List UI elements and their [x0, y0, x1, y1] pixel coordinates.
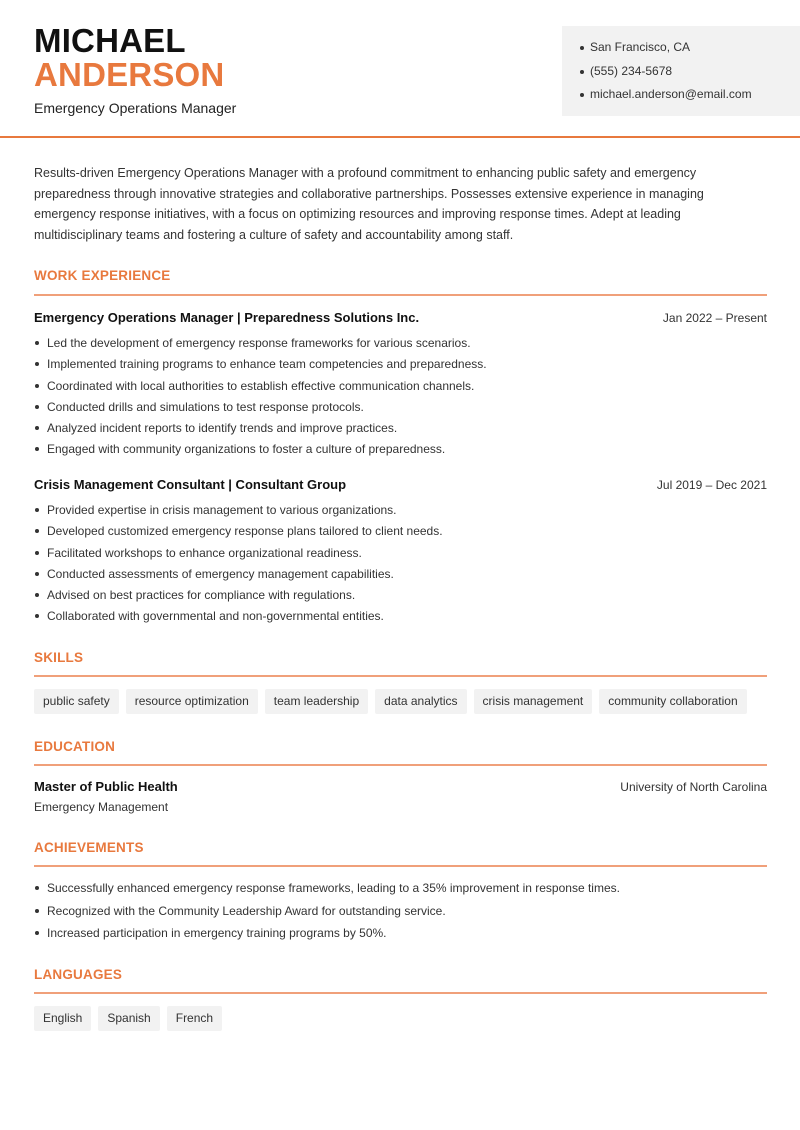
languages-list	[34, 1006, 222, 1031]
achievements-heading: ACHIEVEMENTS	[34, 840, 144, 855]
list-item: Analyzed incident reports to identify trends and improve practices.	[34, 420, 767, 441]
list-item: Advised on best practices for compliance with regulations.	[34, 587, 767, 608]
skill-tag: data analytics	[375, 689, 466, 714]
list-item: Conducted assessments of emergency management capabilities.	[34, 566, 767, 587]
job-dates: Jul 2019 – Dec 2021	[656, 478, 767, 492]
job-role: Emergency Operations Manager | Preparedness Solutions Inc.	[34, 310, 420, 325]
last-name: ANDERSON	[34, 56, 225, 93]
skill-tag: community collaboration	[599, 689, 746, 714]
contact-email[interactable]: michael.anderson@email.com	[580, 86, 800, 110]
list-item: Increased participation in emergency training programs by 50%.	[34, 925, 767, 948]
list-item: Provided expertise in crisis management to various organizations.	[34, 502, 767, 523]
skill-tag: crisis management	[474, 689, 593, 714]
language-tag: Spanish	[98, 1006, 159, 1031]
field-of-study: Emergency Management	[34, 800, 169, 814]
section-divider	[34, 764, 767, 766]
list-item: Implemented training programs to enhance team competencies and preparedness.	[34, 356, 767, 377]
school: University of North Carolina	[620, 780, 767, 794]
skills-heading: SKILLS	[34, 650, 84, 665]
list-item: Led the development of emergency response frameworks for various scenarios.	[34, 335, 767, 356]
degree: Master of Public Health	[34, 779, 178, 794]
contact-location: San Francisco, CA	[580, 39, 800, 63]
skill-tag: team leadership	[265, 689, 368, 714]
list-item: Engaged with community organizations to foster a culture of preparedness.	[34, 441, 767, 462]
section-divider	[34, 675, 767, 677]
education-heading: EDUCATION	[34, 739, 116, 754]
language-tag: English	[34, 1006, 91, 1031]
first-name: MICHAEL	[34, 22, 186, 59]
list-item: Successfully enhanced emergency response frameworks, leading to a 35% improvement in response times.	[34, 880, 767, 903]
job-entry-2-header	[34, 477, 767, 495]
job-entry-2-bullets	[34, 502, 767, 630]
contact-box	[562, 26, 800, 116]
list-item: Conducted drills and simulations to test response protocols.	[34, 399, 767, 420]
section-divider	[34, 865, 767, 867]
work-experience-heading: WORK EXPERIENCE	[34, 268, 171, 283]
list-item: Facilitated workshops to enhance organizational readiness.	[34, 545, 767, 566]
professional-summary: Results-driven Emergency Operations Manager with a profound commitment to enhancing public safety and emergency preparedness through innovative strategies and collaborative partnerships. Possesses extensive experience in managing emergency response initiatives, with a focus on optimizing resources and improving response times. Adept at leading multidisciplinary teams and fostering a culture of safety and accountability among staff.	[34, 166, 704, 242]
resume-header	[0, 0, 800, 138]
skills-list	[34, 689, 747, 714]
language-tag: French	[167, 1006, 222, 1031]
job-role: Crisis Management Consultant | Consultant Group	[34, 477, 347, 492]
contact-phone: (555) 234-5678	[580, 63, 800, 87]
list-item: Coordinated with local authorities to establish effective communication channels.	[34, 378, 767, 399]
skill-tag: resource optimization	[126, 689, 258, 714]
list-item: Developed customized emergency response plans tailored to client needs.	[34, 523, 767, 544]
languages-heading: LANGUAGES	[34, 967, 123, 982]
job-entry-1-bullets	[34, 335, 767, 463]
section-divider	[34, 294, 767, 296]
list-item: Recognized with the Community Leadership Award for outstanding service.	[34, 903, 767, 926]
job-entry-1-header	[34, 310, 767, 328]
job-title: Emergency Operations Manager	[34, 100, 237, 116]
section-divider	[34, 992, 767, 994]
skill-tag: public safety	[34, 689, 119, 714]
achievements-list	[34, 880, 767, 948]
job-dates: Jan 2022 – Present	[662, 311, 767, 325]
education-entry-header	[34, 779, 767, 797]
list-item: Collaborated with governmental and non-governmental entities.	[34, 608, 767, 629]
